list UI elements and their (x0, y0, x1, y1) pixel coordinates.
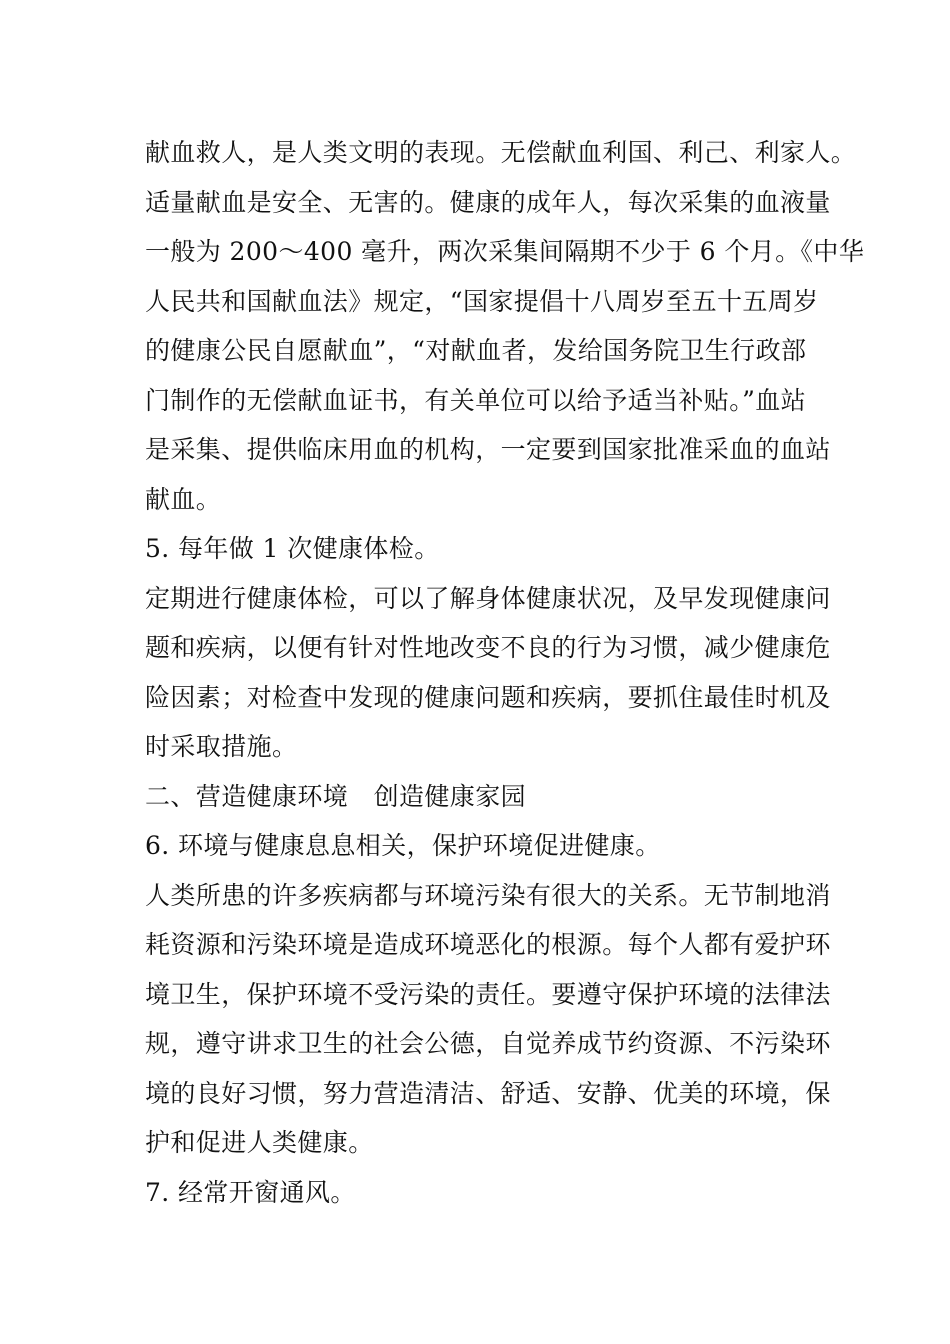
paragraph-line: 险因素；对检查中发现的健康问题和疾病，要抓住最佳时机及 (145, 682, 831, 712)
paragraph-line: 是采集、提供临床用血的机构，一定要到国家批准采血的血站 (145, 435, 831, 464)
document-body (145, 128, 865, 1217)
paragraph-line: 护和促进人类健康。 (145, 1128, 374, 1157)
paragraph-line: 献血。 (145, 484, 222, 514)
paragraph-line: 时采取措施。 (145, 732, 298, 761)
section-heading-item-5: 5. 每年做 1 次健康体检。 (145, 534, 440, 563)
paragraph-line: 题和疾病，以便有针对性地改变不良的行为习惯，减少健康危 (145, 633, 831, 662)
section-heading-item-6: 6. 环境与健康息息相关，保护环境促进健康。 (145, 831, 661, 860)
paragraph-line: 的健康公民自愿献血”，“对献血者，发给国务院卫生行政部 (145, 336, 807, 365)
paragraph-line: 境的良好习惯，努力营造清洁、舒适、安静、优美的环境，保 (145, 1078, 831, 1108)
paragraph-line: 门制作的无偿献血证书，有关单位可以给予适当补贴。”血站 (145, 385, 807, 415)
chapter-heading-2: 二、营造健康环境 创造健康家园 (145, 781, 527, 811)
paragraph-line: 人民共和国献血法》规定，“国家提倡十八周岁至五十五周岁 (145, 286, 819, 316)
paragraph-line: 耗资源和污染环境是造成环境恶化的根源。每个人都有爱护环 (145, 930, 831, 959)
paragraph-line: 适量献血是安全、无害的。健康的成年人，每次采集的血液量 (145, 187, 831, 217)
paragraph-line: 规，遵守讲求卫生的社会公德，自觉养成节约资源、不污染环 (145, 1029, 831, 1058)
paragraph-line: 境卫生，保护环境不受污染的责任。要遵守保护环境的法律法 (145, 979, 831, 1009)
section-heading-item-7: 7. 经常开窗通风。 (145, 1177, 356, 1207)
paragraph-line: 献血救人，是人类文明的表现。无偿献血利国、利己、利家人。 (145, 138, 857, 167)
paragraph-line: 人类所患的许多疾病都与环境污染有很大的关系。无节制地消 (145, 880, 831, 910)
paragraph-line: 定期进行健康体检，可以了解身体健康状况，及早发现健康问 (145, 583, 831, 613)
paragraph-line: 一般为 200～400 毫升，两次采集间隔期不少于 6 个月。《中华 (145, 237, 865, 266)
